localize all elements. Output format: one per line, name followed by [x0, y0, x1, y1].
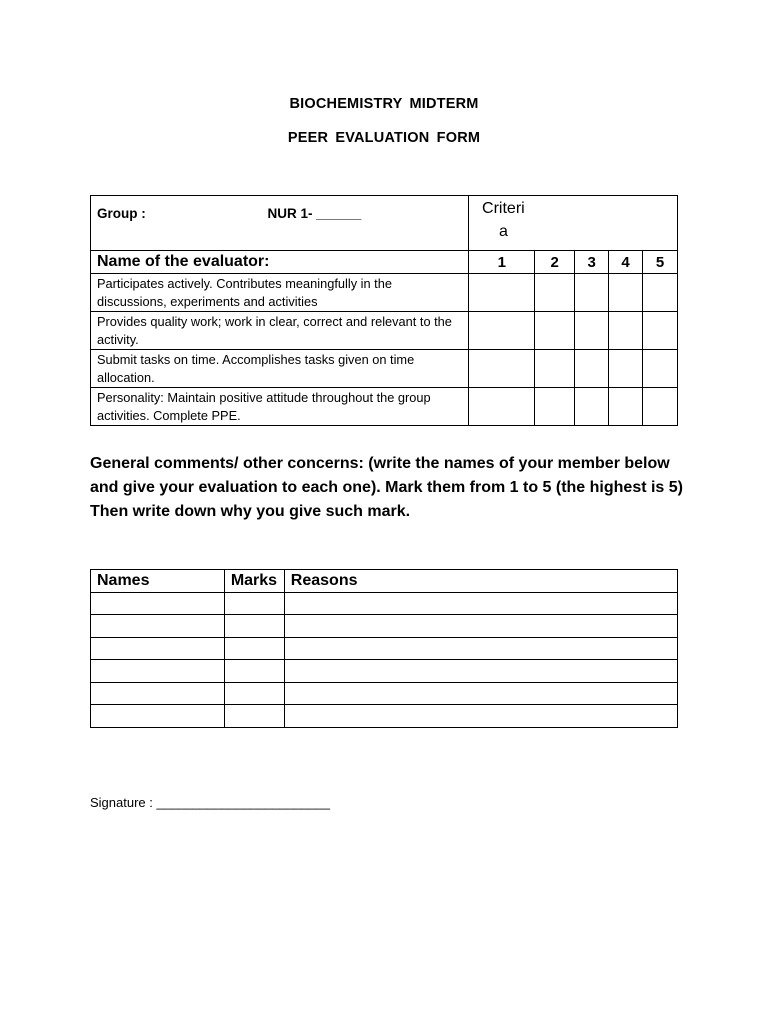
- form-subtitle: PEER EVALUATION FORM: [287, 130, 481, 146]
- comments-instructions: General comments/ other concerns: (write the names of your member below and give your evaluation to each one). Mark them from 1 to 5 (the highest is 5) Then write down why you give such mark.: [90, 455, 683, 520]
- criteria-row: [91, 274, 678, 312]
- names-header-row: [91, 570, 678, 593]
- score-cell[interactable]: [575, 312, 609, 350]
- reason-cell[interactable]: [284, 637, 677, 660]
- criteria-header: Criteri a: [469, 196, 678, 251]
- table-row: [91, 682, 678, 705]
- evaluator-label: Name of the evaluator:: [91, 251, 469, 274]
- score-cell[interactable]: [469, 312, 535, 350]
- score-cell[interactable]: [575, 388, 609, 426]
- name-cell[interactable]: [91, 682, 225, 705]
- score-cell[interactable]: [609, 312, 643, 350]
- criteria-row: [91, 312, 678, 350]
- score-cell[interactable]: [643, 274, 678, 312]
- score-cell[interactable]: [609, 388, 643, 426]
- reason-cell[interactable]: [284, 705, 677, 728]
- reasons-header: Reasons: [284, 570, 677, 593]
- form-title: BIOCHEMISTRY MIDTERM: [289, 96, 479, 112]
- name-cell[interactable]: [91, 615, 225, 638]
- criteria-text: Participates actively. Contributes meaningfully in the discussions, experiments and activities: [91, 274, 469, 312]
- score-cell[interactable]: [535, 388, 575, 426]
- score-cell[interactable]: [575, 274, 609, 312]
- criteria-row: [91, 350, 678, 388]
- name-cell[interactable]: [91, 637, 225, 660]
- reason-cell[interactable]: [284, 682, 677, 705]
- reason-cell[interactable]: [284, 615, 677, 638]
- score-cell[interactable]: [643, 388, 678, 426]
- criteria-text: Provides quality work; work in clear, correct and relevant to the activity.: [91, 312, 469, 350]
- score-cell[interactable]: [469, 350, 535, 388]
- score-header-3: 3: [575, 251, 609, 274]
- score-header-2: 2: [535, 251, 575, 274]
- names-table: [90, 569, 678, 728]
- mark-cell[interactable]: [224, 615, 284, 638]
- mark-cell[interactable]: [224, 660, 284, 683]
- score-header-1: 1: [469, 251, 535, 274]
- score-cell[interactable]: [609, 350, 643, 388]
- score-cell[interactable]: [643, 350, 678, 388]
- group-row: [91, 196, 678, 251]
- score-cell[interactable]: [609, 274, 643, 312]
- score-cell[interactable]: [535, 312, 575, 350]
- name-cell[interactable]: [91, 592, 225, 615]
- mark-cell[interactable]: [224, 637, 284, 660]
- criteria-text: Personality: Maintain positive attitude throughout the group activities. Complete PPE.: [91, 388, 469, 426]
- table-row: [91, 592, 678, 615]
- group-cell: [91, 196, 469, 251]
- mark-cell[interactable]: [224, 682, 284, 705]
- mark-cell[interactable]: [224, 592, 284, 615]
- nur-label: NUR 1- ______: [267, 206, 362, 221]
- table-row: [91, 660, 678, 683]
- score-header-5: 5: [643, 251, 678, 274]
- mark-cell[interactable]: [224, 705, 284, 728]
- score-cell[interactable]: [575, 350, 609, 388]
- table-row: [91, 615, 678, 638]
- score-header-4: 4: [609, 251, 643, 274]
- criteria-text: Submit tasks on time. Accomplishes tasks given on time allocation.: [91, 350, 469, 388]
- score-cell[interactable]: [643, 312, 678, 350]
- score-cell[interactable]: [469, 274, 535, 312]
- evaluator-row: [91, 251, 678, 274]
- name-cell[interactable]: [91, 660, 225, 683]
- criteria-table: [90, 195, 678, 426]
- signature-line[interactable]: Signature : ________________________: [90, 795, 331, 810]
- reason-cell[interactable]: [284, 592, 677, 615]
- marks-header: Marks: [224, 570, 284, 593]
- score-cell[interactable]: [535, 350, 575, 388]
- table-row: [91, 705, 678, 728]
- group-label: Group :: [97, 206, 146, 221]
- names-header: Names: [91, 570, 225, 593]
- score-cell[interactable]: [535, 274, 575, 312]
- reason-cell[interactable]: [284, 660, 677, 683]
- score-cell[interactable]: [469, 388, 535, 426]
- criteria-row: [91, 388, 678, 426]
- table-row: [91, 637, 678, 660]
- name-cell[interactable]: [91, 705, 225, 728]
